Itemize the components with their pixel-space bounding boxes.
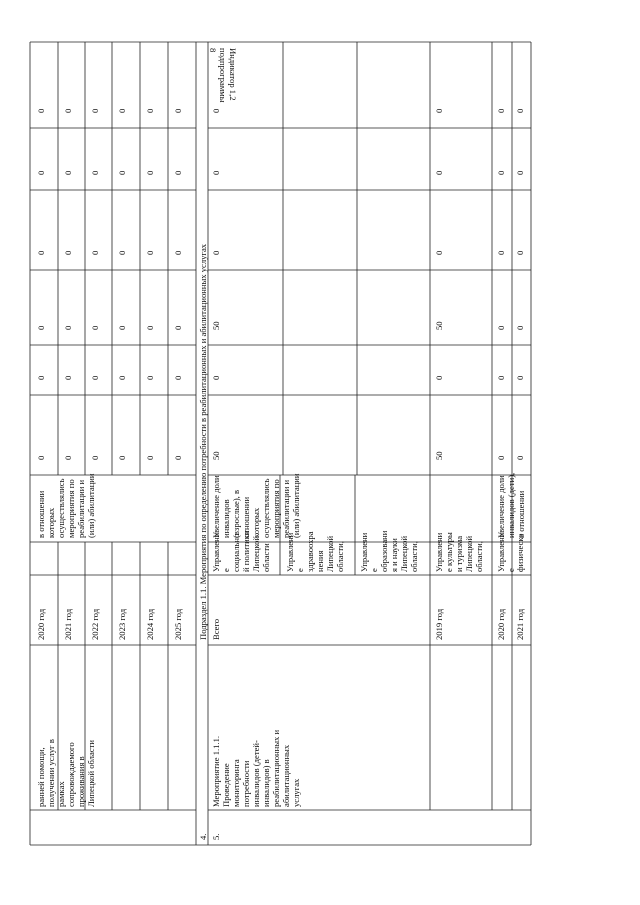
y2019-value-3: 0 — [434, 250, 444, 255]
y2020-value-2: 0 — [496, 325, 506, 330]
indicator-adults: Увеличение доли инвалидов (взрослые), в отношении которых осуществлялись мероприятия по реабилитации и (или) абилитации — [211, 473, 301, 538]
last-col-zero-0: 0 — [211, 108, 221, 113]
total-value-3: 0 — [211, 250, 221, 255]
prev-value-0-1: 0 — [36, 375, 46, 380]
prev-value-2-0: 0 — [90, 455, 100, 460]
row5-year-2021: 2021 год — [515, 608, 525, 640]
row5-measure: Мероприятие 1.1.1. Проведение мониторинга потребности инвалидов (детей- инвалидов) в реабилитационных и абилитационных услугах — [211, 729, 301, 807]
y2019-value-2: 50 — [434, 321, 444, 330]
prev-value-0-5: 0 — [36, 108, 46, 113]
executor-education: Управлени е образовани я и науки Липецкой области, — [359, 530, 419, 572]
y2021-value-4: 0 — [515, 170, 525, 175]
prev-value-5-3: 0 — [173, 250, 183, 255]
prev-value-3-3: 0 — [117, 250, 127, 255]
y2019-value-0: 50 — [434, 451, 444, 460]
prev-value-0-4: 0 — [36, 170, 46, 175]
row5-year-2019: 2019 год — [434, 608, 444, 640]
last-col-zero-3: 0 — [515, 108, 525, 113]
prev-value-1-3: 0 — [63, 250, 73, 255]
prev-value-4-3: 0 — [145, 250, 155, 255]
row5-year-2020: 2020 год — [496, 608, 506, 640]
prev-year-2020: 2020 год — [36, 608, 46, 640]
last-col-zero-2: 0 — [496, 108, 506, 113]
prev-value-1-0: 0 — [63, 455, 73, 460]
prev-value-2-2: 0 — [90, 325, 100, 330]
executor-2021: физическо — [515, 533, 525, 572]
last-col-zero-1: 0 — [434, 108, 444, 113]
prev-value-4-4: 0 — [145, 170, 155, 175]
total-value-0: 50 — [211, 451, 221, 460]
y2020-value-0: 0 — [496, 455, 506, 460]
prev-indicator-text: в отношении которых осуществлялись мероприятия по реабилитации и (или) абилитации — [36, 473, 96, 538]
row4-number: 4. — [198, 833, 208, 840]
y2021-value-1: 0 — [515, 375, 525, 380]
prev-value-2-1: 0 — [90, 375, 100, 380]
prev-year-2024: 2024 год — [145, 608, 155, 640]
y2021-value-0: 0 — [515, 455, 525, 460]
prev-year-2022: 2022 год — [90, 608, 100, 640]
prev-value-3-1: 0 — [117, 375, 127, 380]
prev-value-3-4: 0 — [117, 170, 127, 175]
prev-value-1-4: 0 — [63, 170, 73, 175]
prev-year-2023: 2023 год — [117, 608, 127, 640]
y2020-value-4: 0 — [496, 170, 506, 175]
row4-subsection-title: Подраздел 1.1. Мероприятия по определению потребности в реабилитационных и абилитационных услугах — [198, 243, 208, 640]
y2019-value-1: 0 — [434, 375, 444, 380]
prev-value-4-1: 0 — [145, 375, 155, 380]
y2021-value-3: 0 — [515, 250, 525, 255]
prev-value-1-5: 0 — [63, 108, 73, 113]
prev-value-0-3: 0 — [36, 250, 46, 255]
prev-value-2-4: 0 — [90, 170, 100, 175]
total-value-4: 0 — [211, 170, 221, 175]
prev-value-5-4: 0 — [173, 170, 183, 175]
prev-year-2021: 2021 год — [63, 608, 73, 640]
row5-year-total: Всего — [211, 618, 221, 640]
prev-value-2-5: 0 — [90, 108, 100, 113]
prev-value-3-0: 0 — [117, 455, 127, 460]
prev-value-5-1: 0 — [173, 375, 183, 380]
y2020-value-3: 0 — [496, 250, 506, 255]
prev-value-3-2: 0 — [117, 325, 127, 330]
prev-value-0-2: 0 — [36, 325, 46, 330]
row5-number: 5. — [211, 833, 221, 840]
y2020-value-1: 0 — [496, 375, 506, 380]
prev-item-description: ранней помощи, получении услуг в рамках сопровождаемого проживания в Липецкой области — [36, 739, 96, 807]
executor-social: Управлени е социально й политики Липецкой области — [211, 530, 271, 572]
prev-value-4-5: 0 — [145, 108, 155, 113]
y2019-value-4: 0 — [434, 170, 444, 175]
prev-value-5-0: 0 — [173, 455, 183, 460]
prev-value-2-3: 0 — [90, 250, 100, 255]
y2021-value-2: 0 — [515, 325, 525, 330]
executor-2020: Управлени е — [496, 532, 516, 572]
prev-value-4-0: 0 — [145, 455, 155, 460]
total-value-1: 0 — [211, 375, 221, 380]
prev-value-3-5: 0 — [117, 108, 127, 113]
executor-culture: Управлени е культуры и туризма Липецкой области, — [434, 532, 484, 572]
executor-health: Управлени е здравоохра нения Липецкой области, — [285, 531, 345, 572]
total-value-2: 50 — [211, 321, 221, 330]
prev-value-5-2: 0 — [173, 325, 183, 330]
prev-value-0-0: 0 — [36, 455, 46, 460]
indicator-children: Увеличение доли инвалидов (дети), в отношении — [496, 472, 526, 538]
prev-value-1-2: 0 — [63, 325, 73, 330]
prev-year-2025: 2025 год — [173, 608, 183, 640]
prev-value-5-5: 0 — [173, 108, 183, 113]
prev-value-4-2: 0 — [145, 325, 155, 330]
prev-value-1-1: 0 — [63, 375, 73, 380]
indicator-reference: Индикатор 1,2 подпрограммы 8 — [208, 48, 238, 103]
